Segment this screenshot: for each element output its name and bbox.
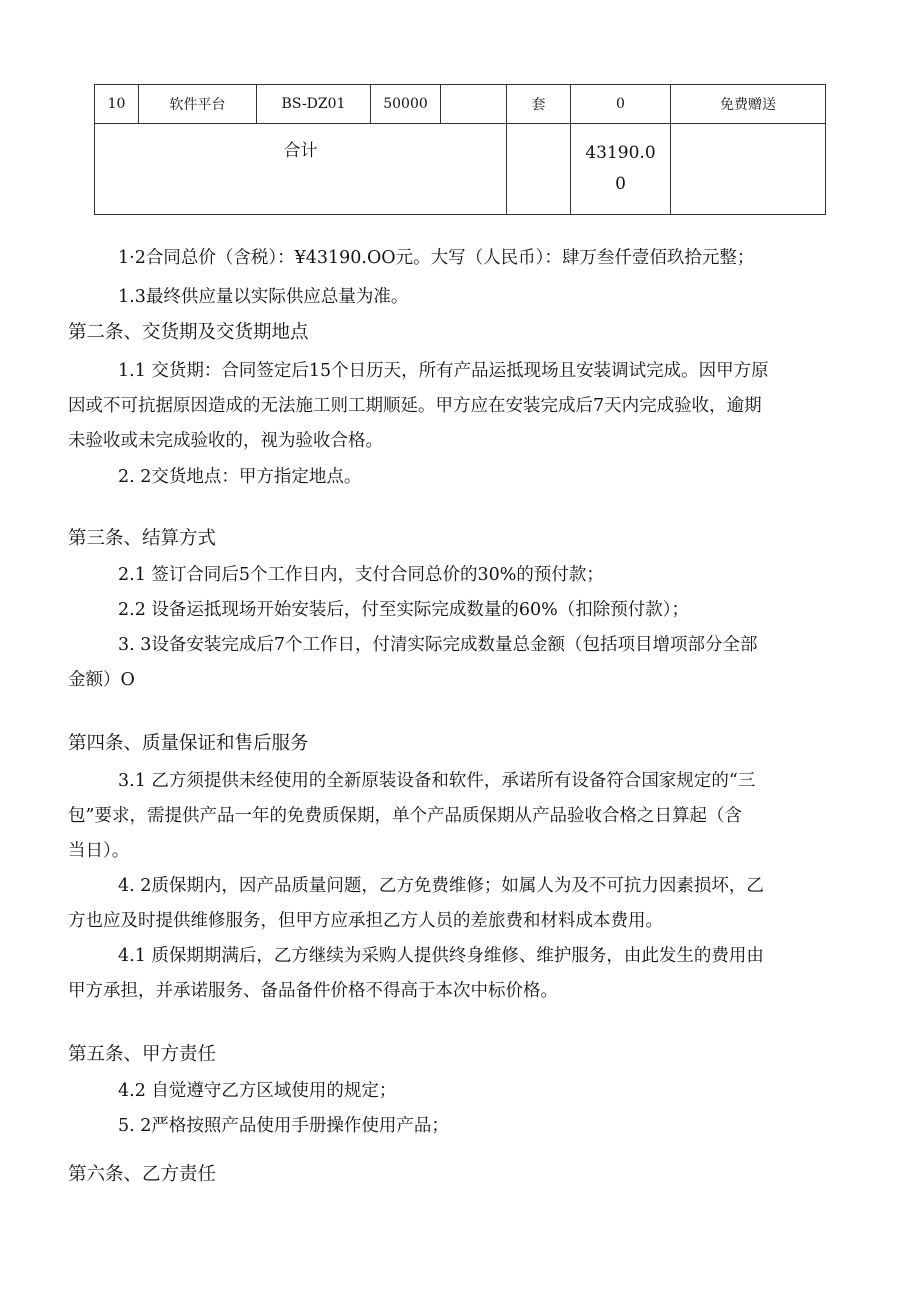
- total-value-line2: 0: [615, 174, 626, 194]
- clause-text: 甲方承担，并承诺服务、备品备件价格不得高于本次中标价格。: [68, 981, 558, 1001]
- cell-amount: 0: [571, 85, 671, 124]
- clause-1-3: 1.3最终供应量以实际供应总量为准。: [118, 287, 409, 307]
- clause-text: 5. 2严格按照产品使用手册操作使用产品；: [118, 1116, 449, 1136]
- clause-text: 方也应及时提供维修服务，但甲方应承担乙方人员的差旅费和材料成本费用。: [68, 911, 663, 931]
- section-heading-3: 第三条、结算方式: [68, 528, 217, 549]
- items-table: [94, 84, 826, 215]
- section-heading-4: 第四条、质量保证和售后服务: [68, 733, 309, 754]
- cell-no: 10: [95, 85, 139, 124]
- clause-text: 2.2 设备运抵现场开始安装后，付至实际完成数量的60%（扣除预付款）；: [118, 600, 690, 620]
- clause-text: 4.2 自觉遵守乙方区域使用的规定；: [118, 1081, 397, 1101]
- cell-qty: [441, 85, 507, 124]
- clause-text: 包”要求，需提供产品一年的免费质保期，单个产品质保期从产品验收合格之日算起（含: [68, 806, 742, 826]
- section-heading-6: 第六条、乙方责任: [68, 1164, 217, 1185]
- section-heading-5: 第五条、甲方责任: [68, 1044, 217, 1065]
- clause-1-2: 1·2合同总价（含税）：¥43190.OO元。大写（人民币）：肆万叁仟壹佰玖拾元整；: [118, 248, 755, 268]
- total-remark-cell: [671, 124, 826, 215]
- clause-text: 2. 2交货地点：甲方指定地点。: [118, 467, 362, 487]
- clause-text: 3. 3设备安装完成后7个工作日，付清实际完成数量总金额（包括项目增项部分全部: [118, 635, 758, 655]
- total-empty-cell: [507, 124, 571, 215]
- cell-name: 软件平台: [139, 85, 257, 124]
- total-label: 合计: [95, 124, 507, 215]
- cell-model: BS-DZ01: [257, 85, 371, 124]
- clause-text: 3.1 乙方须提供未经使用的全新原装设备和软件，承诺所有设备符合国家规定的“三: [118, 771, 756, 791]
- clause-text: 4.1 质保期期满后，乙方继续为采购人提供终身维修、维护服务，由此发生的费用由: [118, 946, 764, 966]
- cell-unit: 套: [507, 85, 571, 124]
- clause-text: 2.1 签订合同后5个工作日内，支付合同总价的30%的预付款；: [118, 565, 604, 585]
- clause-text: 4. 2质保期内，因产品质量问题，乙方免费维修；如属人为及不可抗力因素损坏，乙: [118, 876, 764, 896]
- clause-text: 金额）O: [68, 670, 135, 690]
- table-total-row: [95, 124, 826, 215]
- clause-text: 未验收或未完成验收的，视为验收合格。: [68, 431, 383, 451]
- table-row: [95, 85, 826, 124]
- clause-text: 1.1 交货期：合同签定后15个日历天，所有产品运抵现场且安装调试完成。因甲方原: [118, 361, 769, 381]
- cell-remark: 免费赠送: [671, 85, 826, 124]
- total-value: [571, 124, 671, 215]
- section-heading-2: 第二条、交货期及交货期地点: [68, 322, 309, 343]
- total-value-line1: 43190.0: [585, 143, 656, 163]
- cell-price: 50000: [371, 85, 441, 124]
- clause-text: 因或不可抗据原因造成的无法施工则工期顺延。甲方应在安装完成后7天内完成验收，逾期: [68, 396, 762, 416]
- clause-text: 当日）。: [68, 841, 130, 861]
